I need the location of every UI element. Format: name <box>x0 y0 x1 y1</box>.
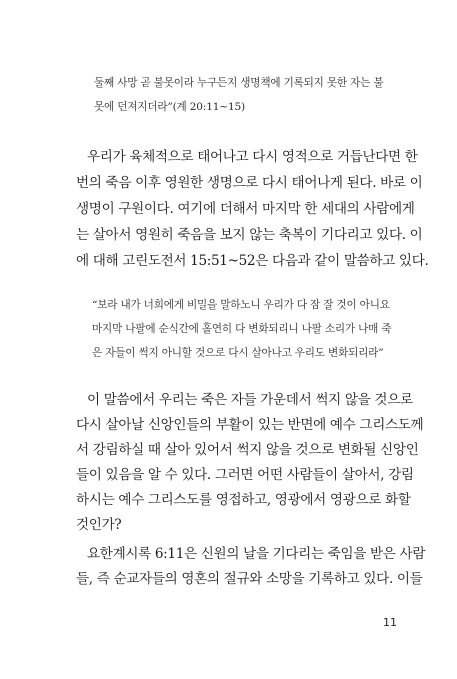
quote-middle-line-1: “보라 내가 너희에게 비밀을 말하노니 우리가 다 잠 잘 것이 아니요 <box>92 299 390 311</box>
quote-top-line-2: 못에 던져지더라”(계 20:11~15) <box>94 101 245 113</box>
paragraph-3-line-2: 들, 즉 순교자들의 영혼의 절규와 소망을 기록하고 있다. 이들 <box>76 571 423 587</box>
paragraph-1-line-5: 에 대해 고린도전서 15:51~52은 다음과 같이 말씀하고 있다. <box>76 253 429 269</box>
quote-middle-line-3: 은 자들이 썩지 아니할 것으로 다시 살아나고 우리도 변화되리라” <box>92 347 384 359</box>
quote-top-line-1: 둘째 사망 곧 불못이라 누구든지 생명책에 기록되지 못한 자는 불 <box>94 77 384 89</box>
paragraph-2-line-4: 들이 있음을 알 수 있다. 그러면 어떤 사람들이 살아서, 강림 <box>76 467 414 483</box>
paragraph-3-line-1: 요한계시록 6:11은 신원의 날을 기다리는 죽임을 받은 사람 <box>87 546 426 562</box>
page-number: 11 <box>383 616 397 629</box>
paragraph-1-line-3: 생명이 구원이다. 여기에 더해서 마지막 한 세대의 사람에게 <box>76 201 415 217</box>
paragraph-1-line-4: 는 살아서 영원히 죽음을 보지 않는 축복이 기다리고 있다. 이 <box>76 227 423 243</box>
paragraph-1-line-1: 우리가 육체적으로 태어나고 다시 영적으로 거듭난다면 한 <box>87 149 418 165</box>
paragraph-2-line-5: 하시는 예수 그리스도를 영접하고, 영광에서 영광으로 화할 <box>76 492 411 508</box>
quote-middle-line-2: 마지막 나팔에 순식간에 홀연히 다 변화되리니 나팔 소리가 나매 죽 <box>92 323 392 335</box>
paragraph-2-line-1: 이 말씀에서 우리는 죽은 자들 가운데서 썩지 않을 것으로 <box>87 392 413 408</box>
paragraph-1-line-2: 번의 죽음 이후 영원한 생명으로 다시 태어나게 된다. 바로 이 <box>76 175 423 191</box>
paragraph-2-line-3: 서 강림하실 때 살아 있어서 썩지 않을 것으로 변화될 신앙인 <box>76 442 419 458</box>
paragraph-2-line-6: 것인가? <box>76 517 122 533</box>
paragraph-2-line-2: 다시 살아날 신앙인들의 부활이 있는 반면에 예수 그리스도께 <box>76 417 424 433</box>
